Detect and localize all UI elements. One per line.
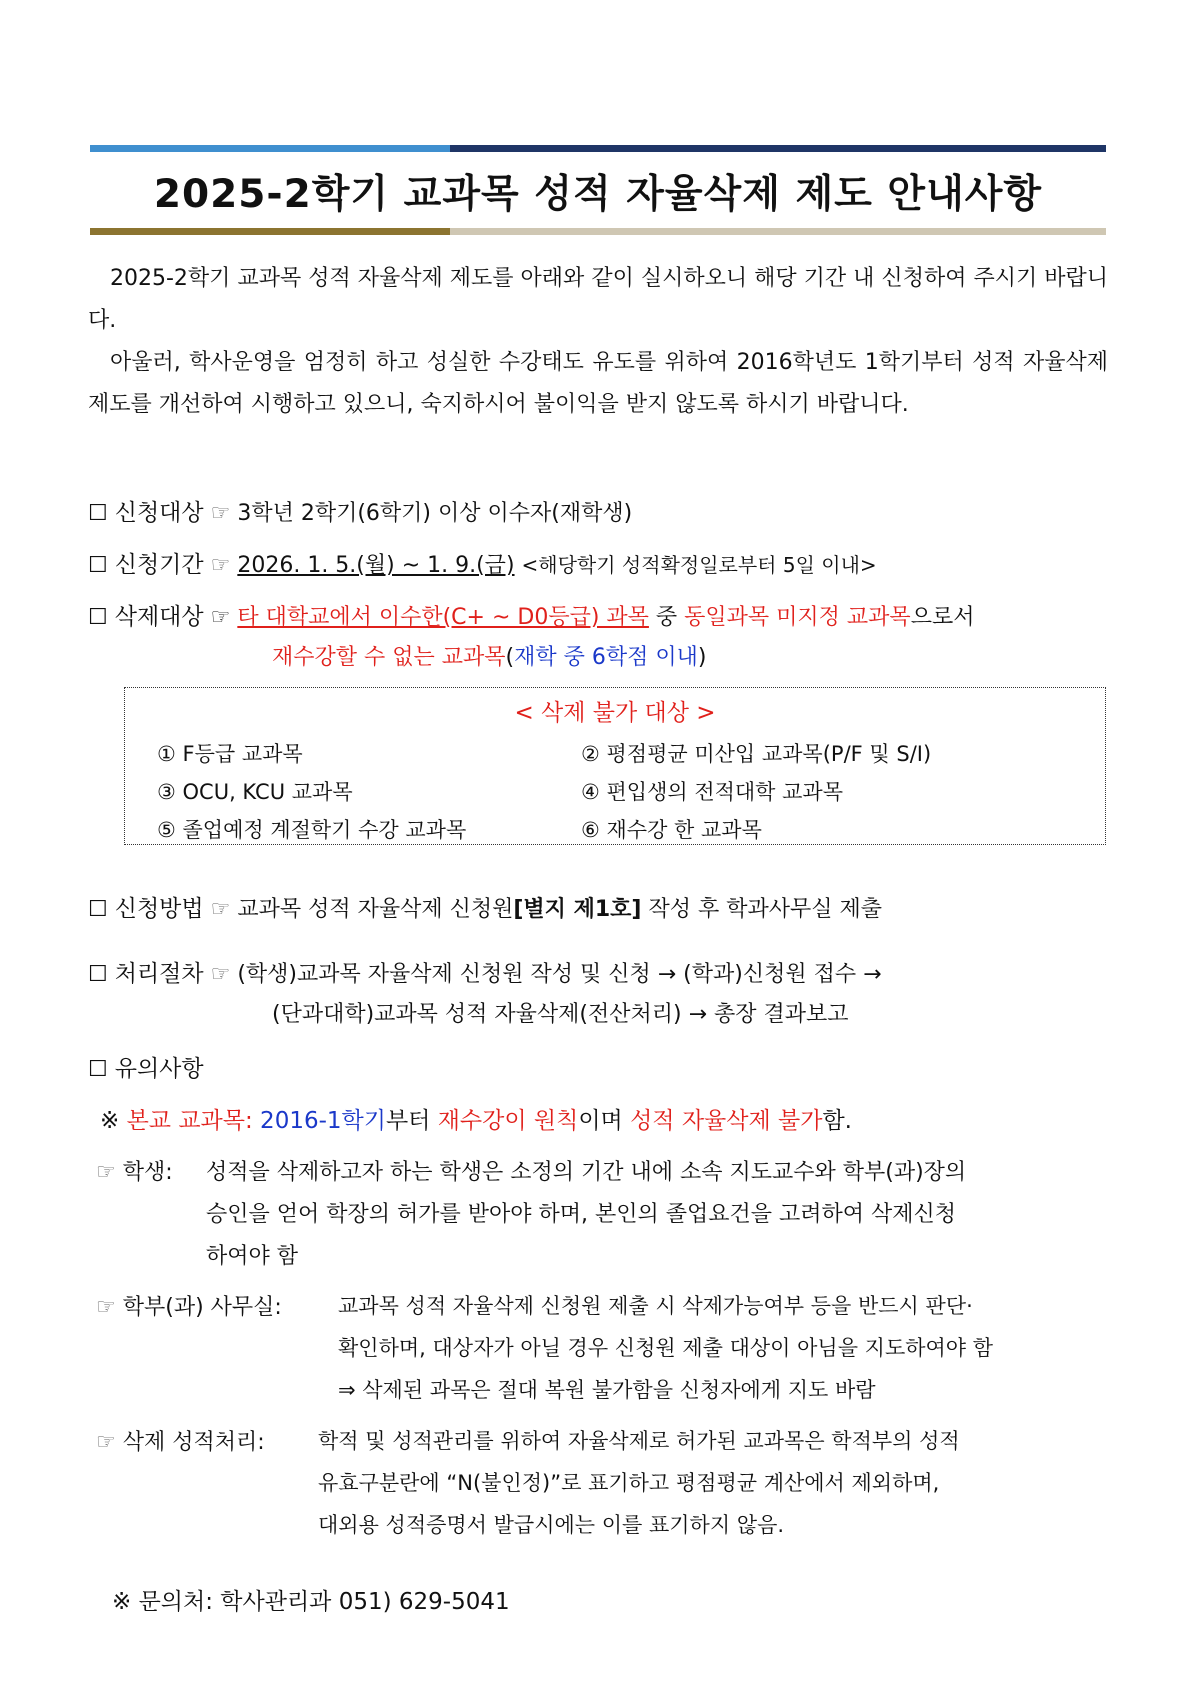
- note-office-line: 교과목 성적 자율삭제 신청원 제출 시 삭제가능여부 등을 반드시 판단·: [338, 1294, 973, 1318]
- pointing-hand-icon: ☞: [96, 1295, 116, 1320]
- note-student-line: 성적을 삭제하고자 하는 학생은 소정의 기간 내에 소속 지도교수와 학부(과)장의: [206, 1160, 967, 1185]
- method-form: [별지 제1호]: [513, 897, 642, 922]
- top-bar-light: [90, 145, 450, 152]
- top-bar-dark: [450, 145, 1106, 152]
- procedure-line-2: (단과대학)교과목 성적 자율삭제(전산처리) → 총장 결과보고: [272, 1002, 849, 1027]
- pointing-hand-icon: ☞: [96, 1160, 116, 1185]
- notes-main-c: 부터: [385, 1108, 438, 1134]
- bottom-bar-gold: [90, 228, 450, 235]
- deletion-text-credit-limit: 재학 중 6학점 이내: [514, 645, 698, 670]
- note-grade-label: 삭제 성적처리:: [122, 1430, 265, 1455]
- exclusion-item: ⑥ 재수강 한 교과목: [581, 818, 762, 842]
- section-procedure: [88, 955, 882, 988]
- section-deletion-line2: [272, 640, 706, 671]
- pointing-hand-icon: ☞: [96, 1430, 116, 1455]
- note-student-line: 하여야 함: [206, 1244, 299, 1269]
- checkbox-icon: ☐: [88, 553, 108, 578]
- deletion-text-other-univ: 타 대학교에서 이수한(C+ ~ D0등급) 과목: [237, 605, 649, 630]
- deletion-text-suffix: 으로서: [910, 605, 975, 630]
- target-label: 신청대상: [114, 500, 204, 526]
- notes-main-b: 2016-1학기: [252, 1108, 386, 1134]
- pointing-hand-icon: ☞: [210, 553, 231, 578]
- intro-paragraph-1: [88, 258, 1108, 342]
- deletion-text-no-retake: 재수강할 수 없는 교과목: [272, 645, 506, 670]
- intro-text-2: 아울러, 학사운영을 엄정히 하고 성실한 수강태도 유도를 위하여 2016학년도 1학기부터 성적 자율삭제 제도를 개선하여 시행하고 있으니, 숙지하시어 불이익을 받지 않도록 하시기 바랍니다.: [88, 350, 1108, 417]
- deletion-paren-open: (: [505, 645, 515, 670]
- period-label: 신청기간: [114, 552, 204, 578]
- pointing-hand-icon: ☞: [210, 605, 231, 630]
- checkbox-icon: ☐: [88, 1057, 108, 1082]
- method-label: 신청방법: [114, 896, 204, 922]
- note-office-line: 확인하며, 대상자가 아닐 경우 신청원 제출 대상이 아님을 지도하여야 함: [338, 1336, 994, 1360]
- notes-main: [100, 1102, 852, 1135]
- section-procedure-line2: [272, 997, 849, 1028]
- method-text-post: 작성 후 학과사무실 제출: [641, 897, 882, 922]
- deletion-paren-close: ): [697, 645, 707, 670]
- checkbox-icon: ☐: [88, 897, 108, 922]
- exclusions-title: < 삭제 불가 대상 >: [514, 700, 716, 726]
- pointing-hand-icon: ☞: [210, 962, 231, 987]
- period-note: <해당학기 성적확정일로부터 5일 이내>: [521, 553, 877, 577]
- procedure-label: 처리절차: [114, 961, 204, 987]
- deletion-text-conj: 중: [648, 605, 685, 630]
- target-text: 3학년 2학기(6학기) 이상 이수자(재학생): [237, 501, 633, 526]
- procedure-line-1: (학생)교과목 자율삭제 신청원 작성 및 신청 → (학과)신청원 접수 →: [237, 962, 882, 987]
- method-text: 교과목 성적 자율삭제 신청원: [237, 897, 514, 922]
- pointing-hand-icon: ☞: [210, 501, 231, 526]
- note-grade: [96, 1425, 265, 1456]
- intro-text-1: 2025-2학기 교과목 성적 자율삭제 제도를 아래와 같이 실시하오니 해당 기간 내 신청하여 주시기 바랍니다.: [88, 266, 1108, 333]
- notes-main-a: 본교 교과목:: [126, 1108, 253, 1134]
- exclusion-item: ④ 편입생의 전적대학 교과목: [581, 780, 843, 804]
- checkbox-icon: ☐: [88, 501, 108, 526]
- checkbox-icon: ☐: [88, 962, 108, 987]
- exclusions-box: [124, 687, 1106, 845]
- notes-main-f: 성적 자율삭제 불가: [630, 1108, 823, 1134]
- bottom-bar-beige: [450, 228, 1106, 235]
- section-method: [88, 890, 882, 923]
- notes-label: 유의사항: [114, 1056, 204, 1082]
- note-office-label: 학부(과) 사무실:: [122, 1295, 282, 1320]
- note-student-label: 학생:: [122, 1160, 173, 1185]
- deletion-label: 삭제대상: [114, 604, 204, 630]
- contact-info: ※ 문의처: 학사관리과 051) 629-5041: [112, 1589, 510, 1615]
- notes-main-e: 이며: [578, 1108, 631, 1134]
- exclusion-item: ③ OCU, KCU 교과목: [157, 780, 353, 804]
- note-grade-line: 유효구분란에 “N(불인정)”로 표기하고 평점평균 계산에서 제외하며,: [318, 1471, 940, 1495]
- note-student: [96, 1155, 173, 1186]
- intro-paragraph-2: [88, 342, 1108, 426]
- period-date: 2026. 1. 5.(월) ~ 1. 9.(금): [237, 553, 515, 578]
- reference-mark-icon: ※: [100, 1108, 120, 1134]
- note-office-line: ⇒ 삭제된 과목은 절대 복원 불가함을 신청자에게 지도 바람: [338, 1378, 876, 1402]
- note-grade-line: 학적 및 성적관리를 위하여 자율삭제로 허가된 교과목은 학적부의 성적: [318, 1429, 960, 1453]
- checkbox-icon: ☐: [88, 605, 108, 630]
- note-office: [96, 1290, 282, 1321]
- section-deletion: [88, 598, 974, 631]
- page-title: 2025-2학기 교과목 성적 자율삭제 제도 안내사항: [153, 172, 1043, 217]
- exclusion-item: ⑤ 졸업예정 계절학기 수강 교과목: [157, 818, 467, 842]
- section-period: [88, 546, 877, 579]
- notes-main-d: 재수강이 원칙: [437, 1108, 579, 1134]
- exclusion-item: ① F등급 교과목: [157, 742, 303, 766]
- section-target: [88, 494, 632, 527]
- exclusion-item: ② 평점평균 미산입 교과목(P/F 및 S/I): [581, 742, 932, 766]
- deletion-text-unspecified: 동일과목 미지정 교과목: [684, 605, 911, 630]
- section-notes: [88, 1050, 204, 1083]
- note-grade-line: 대외용 성적증명서 발급시에는 이를 표기하지 않음.: [318, 1513, 785, 1537]
- pointing-hand-icon: ☞: [210, 897, 231, 922]
- notes-main-g: 함.: [822, 1108, 852, 1134]
- note-student-line: 승인을 얻어 학장의 허가를 받아야 하며, 본인의 졸업요건을 고려하여 삭제신청: [206, 1202, 956, 1227]
